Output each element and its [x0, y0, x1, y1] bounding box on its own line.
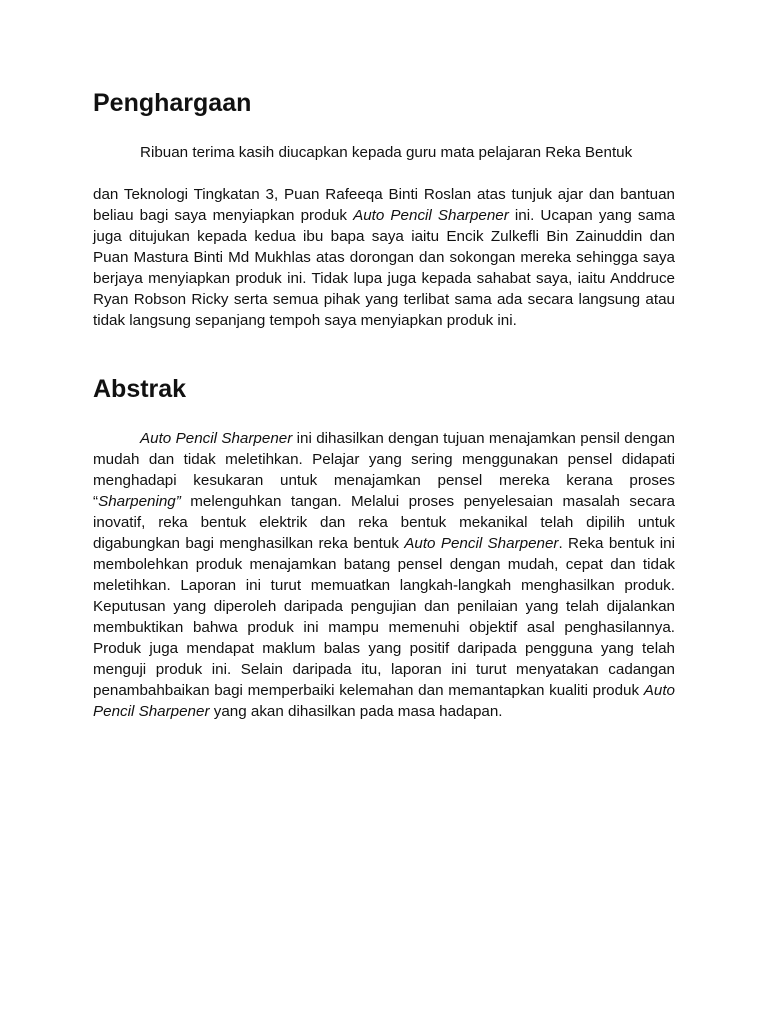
product-name: Auto Pencil Sharpener: [404, 535, 559, 552]
acknowledgement-text-a: dan Teknologi Tingkatan 3, Puan Rafeeqa Binti Roslan atas tunjuk ajar dan bantuan beliau bagi saya menyiapkan produk: [93, 186, 675, 224]
acknowledgement-heading: Penghargaan: [93, 89, 252, 117]
product-name: Auto Pencil Sharpener: [140, 430, 293, 447]
acknowledgement-paragraph: [93, 184, 675, 331]
abstract-text-2: melenguhkan tangan. Melalui proses penyelesaian masalah secara inovatif, reka bentuk elektrik dan reka bentuk mekanikal telah dipilih untuk digabungkan bagi menghasilkan reka bentuk: [93, 493, 675, 552]
abstract-text-4: yang akan dihasilkan pada masa hadapan.: [209, 703, 503, 720]
sharpening-term: Sharpening”: [98, 493, 181, 510]
abstract-heading: Abstrak: [93, 375, 187, 403]
acknowledgement-first-line: Ribuan terima kasih diucapkan kepada guru mata pelajaran Reka Bentuk: [140, 144, 633, 161]
abstract-text-3: . Reka bentuk ini membolehkan produk menajamkan batang pensel dengan mudah, cepat dan tidak meletihkan. Laporan ini turut memuatkan langkah-langkah menghasilkan produk. Keputusan yang diperoleh daripada pengujian dan penilaian yang telah dijalankan membuktikan bahwa produk ini mampu memenuhi objektif asal penghasilannya. Produk juga mendapat maklum balas yang positif daripada pengguna yang telah menguji produk ini. Selain daripada itu, laporan ini turut menyatakan cadangan penambahbaikan bagi memperbaiki kelemahan dan memantapkan kualiti produk: [93, 535, 675, 699]
product-name: Auto Pencil Sharpener: [353, 207, 509, 224]
product-name: Auto Pencil Sharpener: [93, 682, 675, 720]
abstract-text-1: ini dihasilkan dengan tujuan menajamkan pensil dengan mudah dan tidak meletihkan. Pelajar yang sering menggunakan pensel didapati menghadapi kesukaran untuk menajamkan pensel mereka kerana proses “: [93, 430, 675, 510]
acknowledgement-text-b: ini. Ucapan yang sama juga ditujukan kepada kedua ibu bapa saya iaitu Encik Zulkefli Bin Zainuddin dan Puan Mastura Binti Md Mukhlas atas dorongan dan sokongan mereka sehingga saya berjaya menyiapkan produk ini. Tidak lupa juga kepada sahabat saya, iaitu Anddruce Ryan Robson Ricky serta semua pihak yang terlibat sama ada secara langsung atau tidak langsung sepanjang tempoh saya menyiapkan produk ini.: [93, 207, 675, 329]
abstract-paragraph: [93, 428, 675, 722]
